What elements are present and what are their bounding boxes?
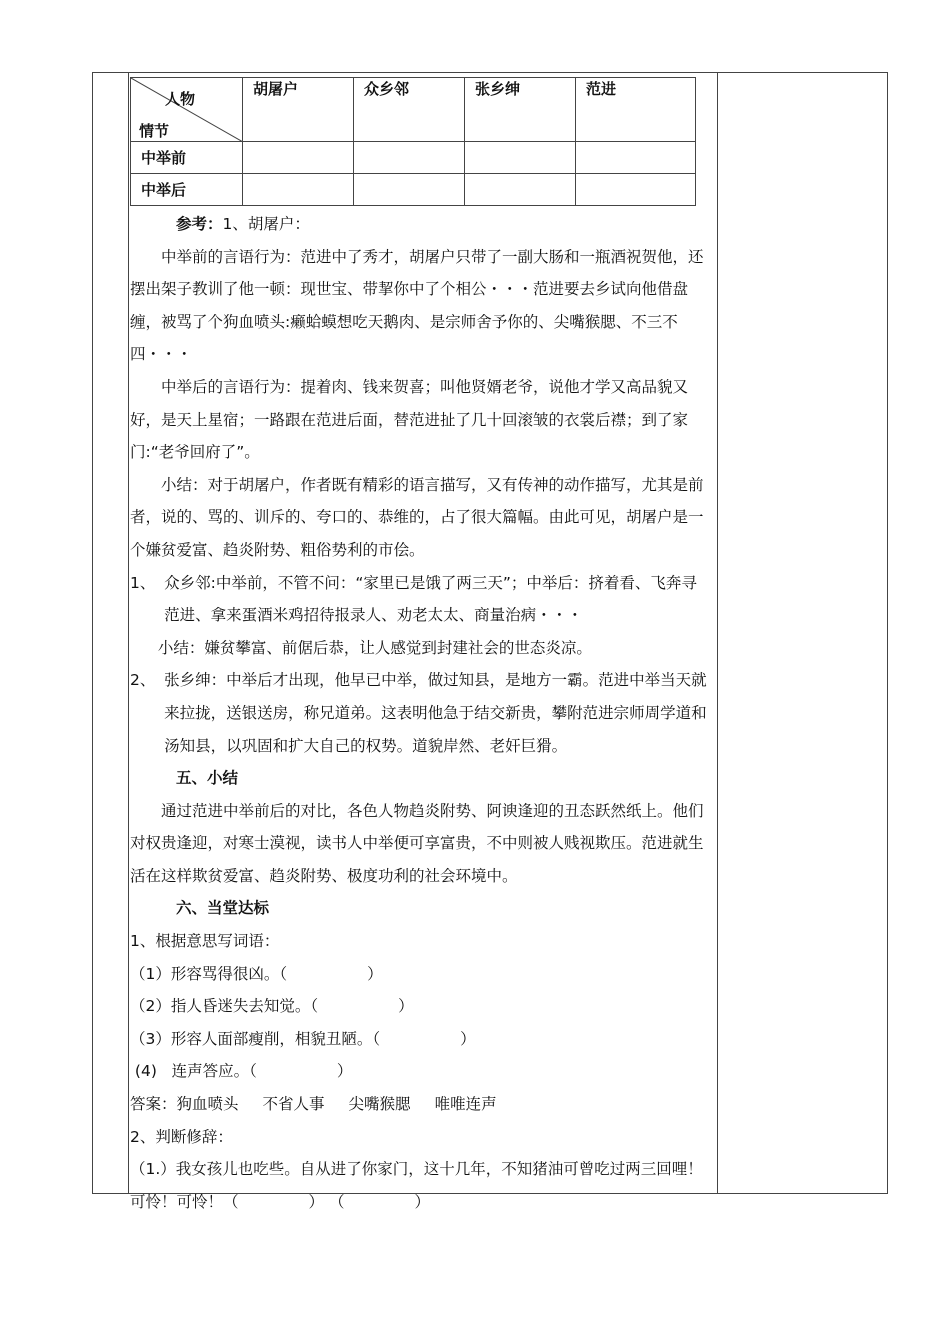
section-5-paragraph: 通过范进中举前后的对比，各色人物趋炎附势、阿谀逢迎的丑态跃然纸上。他们对权贵逢迎，对寒士漠视，读书人中举便可享富贵，不中则被人贱视欺压。范进就生活在这样欺贫爱富、趋炎附势、极度功利的社会环境中。 bbox=[130, 801, 704, 885]
reference-item: 1、胡屠户： bbox=[222, 215, 310, 233]
table-cell bbox=[465, 174, 576, 206]
header-hu: 胡屠户 bbox=[243, 78, 354, 142]
numbered-item-1 bbox=[130, 567, 712, 632]
paren-close: ） bbox=[308, 1192, 325, 1211]
question-text: (4) 连声答应。（ bbox=[130, 1062, 257, 1081]
table-cell bbox=[243, 142, 354, 174]
question-text: （3）形容人面部瘦削，相貌丑陋。（ bbox=[130, 1029, 381, 1048]
numbered-item-2 bbox=[130, 664, 712, 762]
question-1d bbox=[130, 1055, 712, 1088]
question-1b bbox=[130, 990, 712, 1023]
reference-label: 参考： bbox=[176, 215, 223, 233]
header-fanjin: 范进 bbox=[576, 78, 696, 142]
answer-item: 尖嘴猴腮 bbox=[348, 1095, 411, 1114]
table-row bbox=[131, 174, 696, 206]
question-text: （2）指人昏迷失去知觉。（ bbox=[130, 997, 319, 1016]
reference-line bbox=[130, 208, 712, 241]
paren-close: ） bbox=[460, 1029, 476, 1048]
header-xianglin: 众乡邻 bbox=[354, 78, 465, 142]
question-2a: （1.）我女孩儿也吃些。自从进了你家门，这十几年，不知猪油可曾吃过两三回哩！可怜！可怜！（ ） （ ） bbox=[130, 1160, 703, 1211]
diag-top-label: 人物 bbox=[165, 90, 196, 108]
section-heading-6: 六、当堂达标 bbox=[176, 899, 270, 918]
row-label-before: 中举前 bbox=[131, 142, 243, 174]
question-text: （1.）我女孩儿也吃些。自从进了你家门，这十几年，不知猪油可曾吃过两三回哩！可怜！可怜！（ bbox=[130, 1160, 703, 1211]
question-2: 2、判断修辞： bbox=[130, 1127, 233, 1146]
item-text: 张乡绅：中举后才出现，他早已中举，做过知县，是地方一霸。范进中举当天就来拉拢，送银送房，称兄道弟。这表明他急于结交新贵，攀附范进宗师周学道和汤知县，以巩固和扩大自己的权势。道貌岸然、老奸巨猾。 bbox=[164, 671, 707, 755]
item-number: 1、 bbox=[130, 573, 156, 592]
answer-item: 唯唯连声 bbox=[434, 1095, 497, 1114]
item-1-summary: 小结：嫌贫攀富、前倨后恭，让人感觉到封建社会的世态炎凉。 bbox=[157, 638, 592, 657]
table-cell bbox=[354, 142, 465, 174]
table-cell bbox=[576, 142, 696, 174]
table-cell bbox=[243, 174, 354, 206]
right-notes-column bbox=[717, 73, 887, 1193]
answer-item: 狗血喷头 bbox=[176, 1095, 239, 1114]
table-header-row bbox=[131, 78, 696, 142]
table-cell bbox=[465, 142, 576, 174]
paren-close: ） bbox=[398, 997, 414, 1016]
table-cell bbox=[354, 174, 465, 206]
paren-close: ） bbox=[414, 1192, 430, 1211]
question-1a bbox=[130, 958, 712, 991]
item-number: 2、 bbox=[130, 671, 156, 690]
table-cell bbox=[576, 174, 696, 206]
paragraph-after: 中举后的言语行为：提着肉、钱来贺喜；叫他贤婿老爷，说他才学又高品貌又好，是天上星宿；一路跟在范进后面，替范进扯了几十回滚皱的衣裳后襟；到了家门:“老爷回府了”。 bbox=[130, 377, 689, 462]
left-margin-column bbox=[93, 73, 129, 1193]
question-1c bbox=[130, 1023, 712, 1056]
paragraph-summary: 小结：对于胡屠户，作者既有精彩的语言描写，又有传神的动作描写，尤其是前者，说的、骂的、训斥的、夸口的、恭维的，占了很大篇幅。由此可见，胡屠户是一个嫌贫爱富、趋炎附势、粗俗势利的市侩。 bbox=[130, 475, 704, 559]
table-row bbox=[131, 142, 696, 174]
diagonal-header-cell bbox=[131, 78, 243, 142]
answers-line bbox=[130, 1088, 712, 1121]
paragraph-before: 中举前的言语行为：范进中了秀才，胡屠户只带了一副大肠和一瓶酒祝贺他，还摆出架子教训了他一顿：现世宝、带挈你中了个相公・・・范进要去乡试向他借盘缠，被骂了个狗血喷头:癞蛤蟆想吃天鹅肉、是宗师舍予你的、尖嘴猴腮、不三不四・・・ bbox=[130, 247, 704, 364]
paren-close: ） bbox=[336, 1062, 353, 1081]
row-label-after: 中举后 bbox=[131, 174, 243, 206]
section-heading-5: 五、小结 bbox=[176, 769, 239, 788]
question-text: （1）形容骂得很凶。（ bbox=[130, 964, 288, 983]
answers-label: 答案： bbox=[130, 1095, 177, 1114]
lesson-content bbox=[130, 208, 712, 1218]
answer-item: 不省人事 bbox=[262, 1095, 325, 1114]
item-text: 众乡邻:中举前，不管不问：“家里已是饿了两三天”；中举后：挤着看、飞奔寻范进、拿来蛋酒米鸡招待报录人、劝老太太、商量治病・・・ bbox=[164, 573, 697, 625]
paren-close: ） bbox=[367, 964, 383, 983]
comparison-table bbox=[130, 77, 696, 206]
header-zhang: 张乡绅 bbox=[465, 78, 576, 142]
question-1: 1、根据意思写词语： bbox=[130, 932, 280, 951]
diag-bottom-label: 情节 bbox=[139, 122, 170, 140]
